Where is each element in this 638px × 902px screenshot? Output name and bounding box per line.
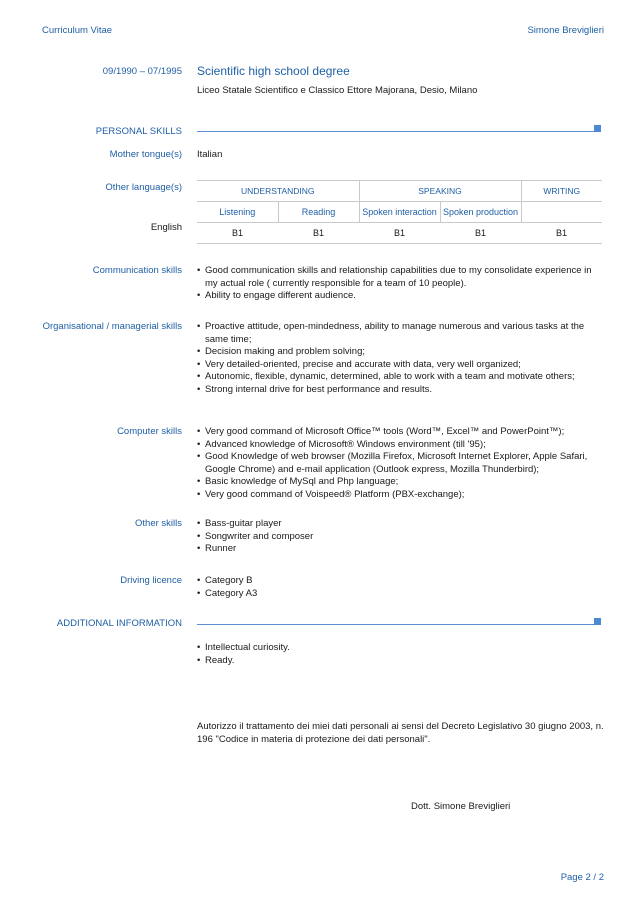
education-dates: 09/1990 – 07/1995 xyxy=(102,66,182,77)
group-writing: WRITING xyxy=(521,181,602,202)
list-item: • Ability to engage different audience. xyxy=(197,290,602,303)
list-item: • Autonomic, flexible, dynamic, determined, able to work with a team and motivate others; xyxy=(197,371,602,384)
list-item: • Good Knowledge of web browser (Mozilla Firefox, Microsoft Internet Explorer, Apple Safari, Google Chrome) and e-mail application (Outlook express, Mozilla Thunderbird); xyxy=(197,451,602,476)
signature: Dott. Simone Breviglieri xyxy=(411,801,511,812)
table-group-header-row xyxy=(197,181,602,202)
list-item: • Very good command of Voispeed® Platform (PBX-exchange); xyxy=(197,489,602,502)
language-name: English xyxy=(150,222,182,233)
driving-licence-label: Driving licence xyxy=(120,575,182,586)
organisational-skills-list xyxy=(197,321,602,396)
level-spoken-production: B1 xyxy=(440,223,521,244)
other-skills-list xyxy=(197,518,602,556)
list-item: • Very detailed-oriented, precise and accurate with data, very well organized; xyxy=(197,359,602,372)
sub-reading: Reading xyxy=(278,202,359,223)
driving-licence-list xyxy=(197,575,602,600)
section-heading-personal-skills: PERSONAL SKILLS xyxy=(95,126,182,137)
list-item: • Runner xyxy=(197,543,602,556)
list-item: • Proactive attitude, open-mindedness, ability to manage numerous and various tasks at the same time; xyxy=(197,321,602,346)
page-number: Page 2 / 2 xyxy=(560,872,604,883)
sub-writing-empty xyxy=(521,202,602,223)
list-item: • Category B xyxy=(197,575,602,588)
list-item: • Bass-guitar player xyxy=(197,518,602,531)
list-item: • Songwriter and composer xyxy=(197,531,602,544)
list-item: • Ready. xyxy=(197,655,602,668)
level-reading: B1 xyxy=(278,223,359,244)
other-languages-label: Other language(s) xyxy=(105,182,182,193)
list-item: • Very good command of Microsoft Office™ tools (Word™, Excel™ and PowerPoint™); xyxy=(197,426,602,439)
section-heading-additional-information: ADDITIONAL INFORMATION xyxy=(56,618,182,629)
computer-skills-label: Computer skills xyxy=(117,426,182,437)
group-understanding: UNDERSTANDING xyxy=(197,181,359,202)
language-skills-table xyxy=(197,180,602,244)
communication-skills-list xyxy=(197,265,602,303)
sub-spoken-interaction: Spoken interaction xyxy=(359,202,440,223)
computer-skills-list xyxy=(197,426,602,501)
header-document-title: Curriculum Vitae xyxy=(42,25,113,36)
section-marker xyxy=(594,618,601,625)
list-item: • Category A3 xyxy=(197,588,602,601)
level-listening: B1 xyxy=(197,223,278,244)
table-subheader-row xyxy=(197,202,602,223)
other-skills-label: Other skills xyxy=(135,518,182,529)
header-author-name: Simone Breviglieri xyxy=(527,25,604,36)
organisational-skills-label: Organisational / managerial skills xyxy=(42,321,182,332)
level-spoken-interaction: B1 xyxy=(359,223,440,244)
privacy-consent-text: Autorizzo il trattamento dei miei dati personali ai sensi del Decreto Legislativo 30 giugno 2003, n. 196 "Codice in materia di protezione dei dati personali". xyxy=(197,721,604,745)
list-item: • Good communication skills and relationship capabilities due to my consolidate experience in my actual role ( currently responsible for a team of 10 people). xyxy=(197,265,602,290)
education-title: Scientific high school degree xyxy=(197,64,350,78)
section-marker xyxy=(594,125,601,132)
mother-tongue-value: Italian xyxy=(197,149,223,160)
communication-skills-label: Communication skills xyxy=(92,265,182,276)
table-row xyxy=(197,223,602,244)
sub-spoken-production: Spoken production xyxy=(440,202,521,223)
list-item: • Basic knowledge of MySql and Php language; xyxy=(197,476,602,489)
list-item: • Advanced knowledge of Microsoft® Windows environment (till '95); xyxy=(197,439,602,452)
section-divider xyxy=(197,624,594,625)
section-divider xyxy=(197,131,594,132)
group-speaking: SPEAKING xyxy=(359,181,521,202)
education-institution: Liceo Statale Scientifico e Classico Ettore Majorana, Desio, Milano xyxy=(197,85,478,96)
list-item: • Decision making and problem solving; xyxy=(197,346,602,359)
mother-tongue-label: Mother tongue(s) xyxy=(109,149,182,160)
list-item: • Intellectual curiosity. xyxy=(197,642,602,655)
list-item: • Strong internal drive for best performance and results. xyxy=(197,384,602,397)
level-writing: B1 xyxy=(521,223,602,244)
education-entry xyxy=(197,64,602,96)
sub-listening: Listening xyxy=(197,202,278,223)
additional-info-list xyxy=(197,642,602,667)
